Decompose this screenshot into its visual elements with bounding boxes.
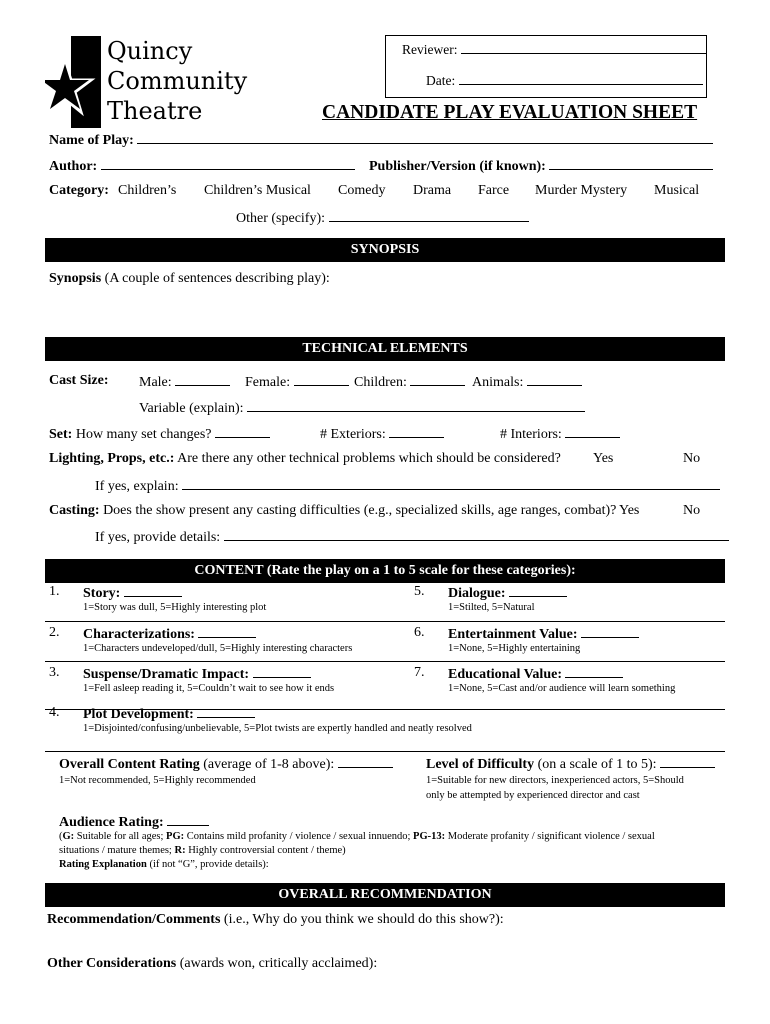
synopsis-hint: (A couple of sentences describing play): — [101, 271, 330, 286]
lighting-explain-label: If yes, explain: — [95, 479, 179, 494]
variable-label: Variable (explain): — [139, 401, 244, 416]
casting-no-option[interactable]: No — [683, 503, 701, 518]
recommendation-comments-hint: (i.e., Why do you think we should do this show?): — [220, 912, 504, 927]
entertainment-rating-field[interactable] — [581, 625, 639, 638]
category-option-childrens-musical[interactable]: Children’s Musical — [204, 183, 311, 198]
category-option-musical[interactable]: Musical — [654, 183, 700, 198]
dialogue-label: Dialogue: — [448, 586, 506, 601]
overall-content-hint: (average of 1-8 above): — [199, 757, 335, 772]
casting-details-label: If yes, provide details: — [95, 530, 221, 545]
characterizations-rating-field[interactable] — [198, 625, 256, 638]
recommendation-comments-label: Recommendation/Comments — [47, 912, 221, 927]
divider — [45, 661, 725, 662]
category-option-murder-mystery[interactable]: Murder Mystery — [535, 183, 628, 198]
content-header: CONTENT (Rate the play on a 1 to 5 scale for these categories): — [45, 559, 725, 583]
other-specify-field[interactable] — [329, 209, 529, 222]
male-label: Male: — [139, 375, 172, 390]
entertainment-scale: 1=None, 5=Highly entertaining — [448, 643, 581, 654]
variable-field[interactable] — [247, 399, 585, 412]
set-changes-field[interactable] — [215, 425, 270, 438]
category-option-childrens[interactable]: Children’s — [118, 183, 177, 198]
publisher-label: Publisher/Version (if known): — [369, 159, 546, 174]
animals-label: Animals: — [472, 375, 524, 390]
overall-content-rating-label: Overall Content Rating — [59, 757, 200, 772]
rating-explanation-hint: (if not “G”, provide details): — [146, 859, 269, 870]
reviewer-box — [385, 35, 707, 98]
exteriors-label: # Exteriors: — [320, 427, 386, 442]
characterizations-scale: 1=Characters undeveloped/dull, 5=Highly interesting characters — [83, 643, 353, 654]
lighting-no-option[interactable]: No — [683, 451, 701, 466]
item-number: 1. — [49, 584, 60, 599]
other-specify-label: Other (specify): — [236, 211, 326, 226]
overall-content-rating-field[interactable] — [338, 755, 393, 768]
lighting-label: Lighting, Props, etc.: — [49, 451, 175, 466]
difficulty-field[interactable] — [660, 755, 715, 768]
other-considerations-hint: (awards won, critically acclaimed): — [176, 956, 378, 971]
story-label: Story: — [83, 586, 121, 601]
rating-explanation-label: Rating Explanation — [59, 859, 147, 870]
educational-scale: 1=None, 5=Cast and/or audience will learn something — [448, 683, 676, 694]
date-field[interactable] — [459, 72, 703, 85]
overall-content-scale: 1=Not recommended, 5=Highly recommended — [59, 775, 256, 786]
item-number: 2. — [49, 625, 60, 640]
logo-line-1: Quincy — [107, 37, 193, 65]
dialogue-scale: 1=Stilted, 5=Natural — [448, 602, 535, 613]
children-field[interactable] — [410, 373, 465, 386]
item-number: 7. — [414, 665, 425, 680]
item-number: 6. — [414, 625, 425, 640]
casting-details-field[interactable] — [224, 528, 729, 541]
other-considerations-label: Other Considerations — [47, 956, 177, 971]
cast-size-label: Cast Size: — [49, 373, 109, 388]
female-label: Female: — [245, 375, 291, 390]
logo-line-2: Community — [107, 67, 248, 95]
educational-value-label: Educational Value: — [448, 667, 562, 682]
story-scale: 1=Story was dull, 5=Highly interesting plot — [83, 602, 267, 613]
difficulty-scale-line-2: only be attempted by experienced director and cast — [426, 790, 640, 801]
difficulty-hint: (on a scale of 1 to 5): — [534, 757, 657, 772]
item-number: 4. — [49, 705, 60, 720]
author-label: Author: — [49, 159, 98, 174]
audience-rating-definitions: (G: Suitable for all ages; PG: Contains mild profanity / violence / sexual innuendo; PG-13: Moderate profanity / significant violence / sexual — [59, 831, 655, 842]
reviewer-field[interactable] — [461, 41, 706, 54]
educational-rating-field[interactable] — [565, 665, 623, 678]
plot-development-rating-field[interactable] — [197, 705, 255, 718]
children-label: Children: — [354, 375, 407, 390]
lighting-yes-option[interactable]: Yes — [593, 451, 614, 466]
page-title: CANDIDATE PLAY EVALUATION SHEET — [322, 102, 698, 123]
category-option-farce[interactable]: Farce — [478, 183, 510, 198]
plot-development-scale: 1=Disjointed/confusing/unbelievable, 5=Plot twists are expertly handled and neatly resolved — [83, 723, 472, 734]
dialogue-rating-field[interactable] — [509, 584, 567, 597]
suspense-scale: 1=Fell asleep reading it, 5=Couldn’t wait to see how it ends — [83, 683, 335, 694]
item-number: 3. — [49, 665, 60, 680]
difficulty-scale-line-1: 1=Suitable for new directors, inexperienced actors, 5=Should — [426, 775, 684, 786]
audience-rating-field[interactable] — [167, 813, 209, 826]
audience-rating-definitions-cont: situations / mature themes; R: Highly controversial content / theme) — [59, 845, 346, 856]
author-field[interactable] — [101, 157, 355, 170]
publisher-field[interactable] — [549, 157, 713, 170]
category-option-comedy[interactable]: Comedy — [338, 183, 386, 198]
logo-line-3: Theatre — [107, 97, 203, 125]
category-label: Category: — [49, 183, 109, 198]
entertainment-value-label: Entertainment Value: — [448, 627, 578, 642]
animals-field[interactable] — [527, 373, 582, 386]
casting-yes-option[interactable]: Yes — [619, 503, 640, 518]
interiors-label: # Interiors: — [500, 427, 562, 442]
technical-elements-header: TECHNICAL ELEMENTS — [45, 337, 725, 361]
synopsis-label: Synopsis — [49, 271, 102, 286]
name-of-play-label: Name of Play: — [49, 133, 134, 148]
name-of-play-field[interactable] — [137, 131, 713, 144]
casting-label: Casting: — [49, 503, 100, 518]
divider — [45, 751, 725, 752]
difficulty-label: Level of Difficulty — [426, 757, 535, 772]
interiors-field[interactable] — [565, 425, 620, 438]
divider — [45, 621, 725, 622]
synopsis-header: SYNOPSIS — [45, 238, 725, 262]
casting-question: Does the show present any casting difficulties (e.g., specialized skills, age ranges, combat)? — [99, 503, 617, 518]
suspense-label: Suspense/Dramatic Impact: — [83, 667, 250, 682]
plot-development-label: Plot Development: — [83, 707, 194, 722]
story-rating-field[interactable] — [124, 584, 182, 597]
suspense-rating-field[interactable] — [253, 665, 311, 678]
lighting-explain-field[interactable] — [182, 477, 720, 490]
lighting-question: Are there any other technical problems which should be considered? — [174, 451, 561, 466]
set-label: Set: — [49, 427, 73, 442]
overall-recommendation-header: OVERALL RECOMMENDATION — [45, 883, 725, 907]
item-number: 5. — [414, 584, 425, 599]
date-label: Date: — [426, 73, 456, 88]
characterizations-label: Characterizations: — [83, 627, 195, 642]
set-question: How many set changes? — [72, 427, 212, 442]
audience-rating-label: Audience Rating: — [59, 815, 164, 830]
category-option-drama[interactable]: Drama — [413, 183, 452, 198]
exteriors-field[interactable] — [389, 425, 444, 438]
reviewer-label: Reviewer: — [402, 42, 458, 57]
theatre-logo — [45, 36, 250, 128]
male-field[interactable] — [175, 373, 230, 386]
female-field[interactable] — [294, 373, 349, 386]
